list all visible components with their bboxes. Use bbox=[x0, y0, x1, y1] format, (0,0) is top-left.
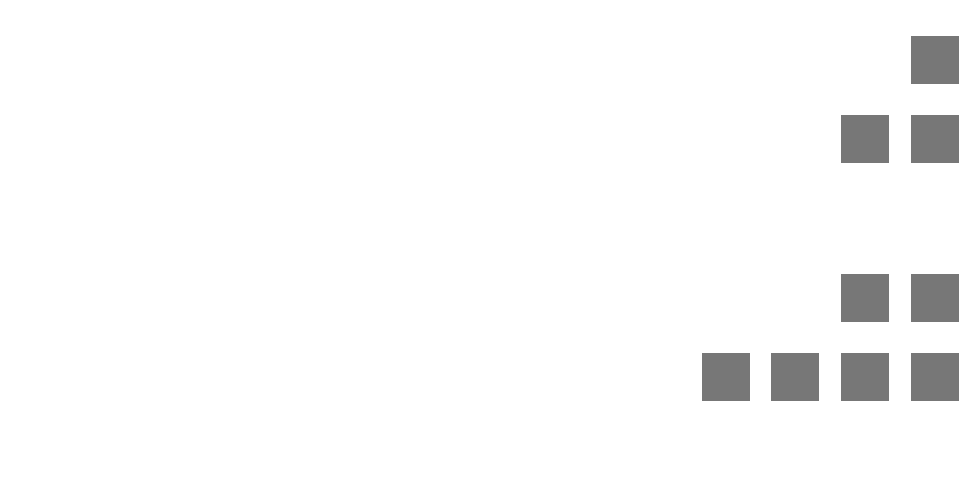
tile bbox=[911, 115, 959, 163]
tile bbox=[841, 115, 889, 163]
tile bbox=[841, 274, 889, 322]
tile bbox=[911, 274, 959, 322]
tile bbox=[841, 353, 889, 401]
tile bbox=[702, 353, 750, 401]
tile bbox=[771, 353, 819, 401]
tile bbox=[911, 353, 959, 401]
tile bbox=[911, 36, 959, 84]
